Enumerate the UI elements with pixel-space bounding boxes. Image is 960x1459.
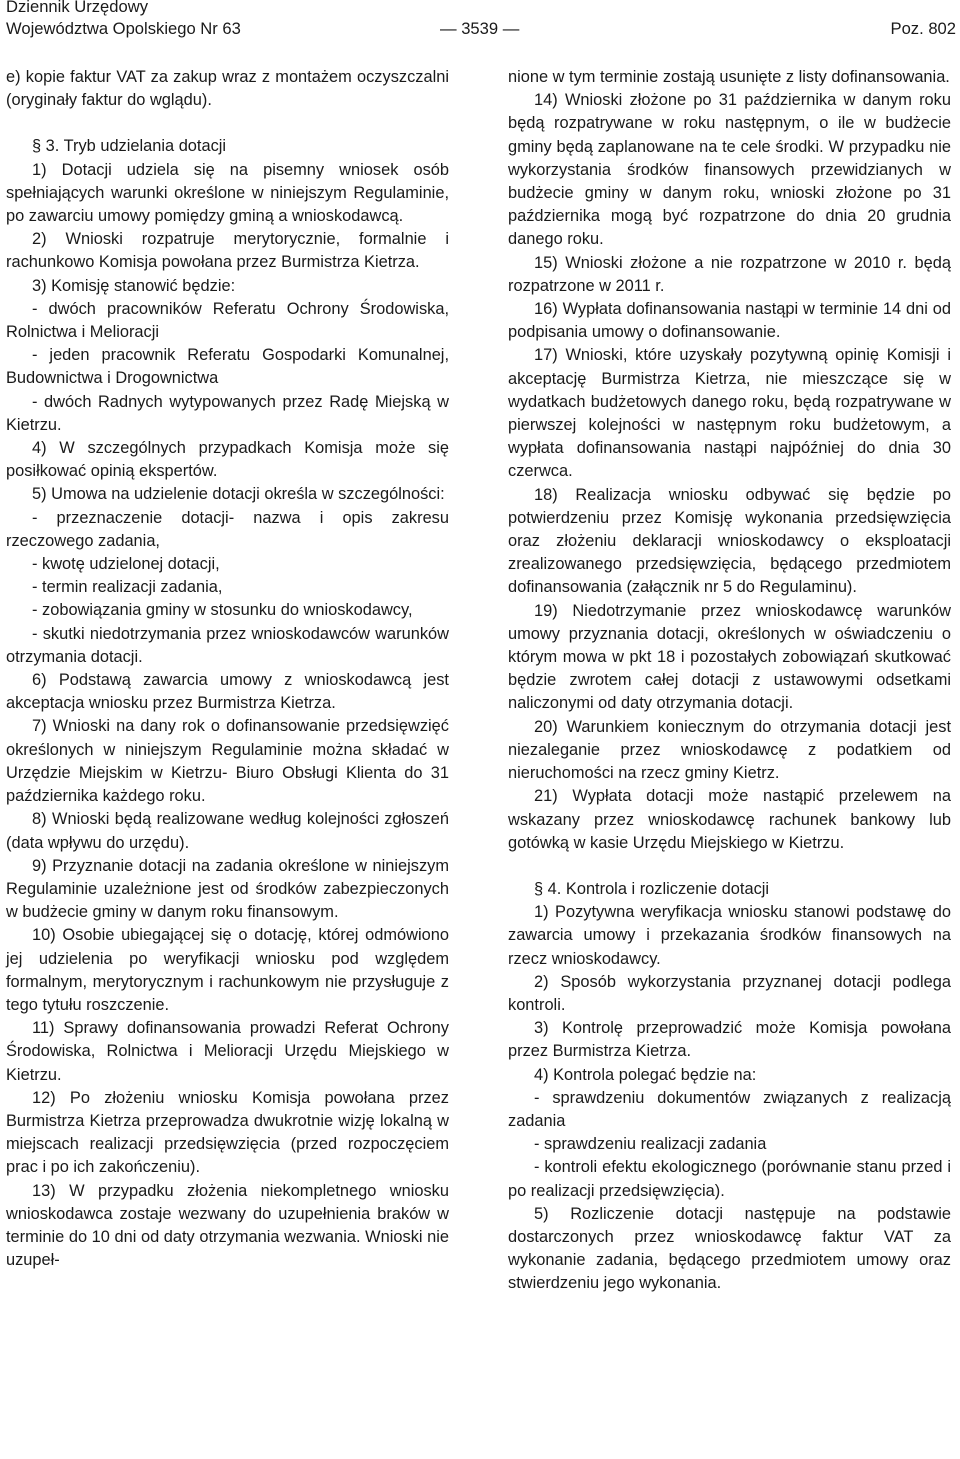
paragraph: 20) Warunkiem koniecznym do otrzymania dotacji jest niezaleganie przez wnioskodawcę z podatkiem od nieruchomości na rzecz gminy Kietrz. bbox=[508, 717, 951, 783]
paragraph: 2) Wnioski rozpatruje merytorycznie, formalnie i rachunkowo Komisja powołana przez Burmistrza Kietrza. bbox=[6, 230, 449, 272]
paragraph: 7) Wnioski na dany rok o dofinansowanie przedsięwzięć określonych w niniejszym Regulaminie można składać w Urzędzie Miejskim w Kietrzu- Biuro Obsługi Klienta do 31 października każdego roku. bbox=[6, 717, 449, 806]
paragraph: 5) Umowa na udzielenie dotacji określa w szczególności: bbox=[32, 485, 445, 504]
voivodeship-issue: Województwa Opolskiego Nr 63 bbox=[6, 19, 241, 38]
paragraph: 14) Wnioski złożone po 31 października w danym roku będą rozpatrywane w roku następnym, o ile w budżecie gminy będą zaplanowane na te cele środki. W przypadku nie wykorzystania środków finansowych przewidzianych w budżecie gminy w danym roku, wnioski złożone po 31 października mogą być rozpatrzone do dnia 20 grudnia danego roku. bbox=[508, 91, 951, 249]
paragraph: 19) Niedotrzymanie przez wnioskodawcę warunków umowy przyznania dotacji, określonych w oświadczeniu o którym mowa w pkt 18 i pozostałych zobowiązań skutkować będzie zwrotem całej dotacji z ustawowymi odsetkami naliczonymi od daty otrzymania dotacji. bbox=[508, 601, 951, 713]
paragraph: 16) Wypłata dofinansowania nastąpi w terminie 14 dni od podpisania umowy o dofinansowanie. bbox=[508, 300, 951, 342]
paragraph: 9) Przyznanie dotacji na zadania określone w niniejszym Regulaminie uzależnione jest od środków zabezpieczonych w budżecie gminy w danym roku finansowym. bbox=[6, 856, 449, 922]
page-header bbox=[6, 0, 956, 44]
paragraph: 15) Wnioski złożone a nie rozpatrzone w 2010 r. będą rozpatrzone w 2011 r. bbox=[508, 253, 951, 295]
page-number: — 3539 — bbox=[440, 19, 520, 38]
paragraph: 3) Kontrolę przeprowadzić może Komisja powołana przez Burmistrza Kietrza. bbox=[508, 1019, 951, 1061]
paragraph: 2) Sposób wykorzystania przyznanej dotacji podlega kontroli. bbox=[508, 972, 951, 1014]
list-item: - sprawdzeniu realizacji zadania bbox=[534, 1135, 767, 1154]
list-item: - dwóch Radnych wytypowanych przez Radę Miejską w Kietrzu. bbox=[6, 392, 449, 434]
list-item: - sprawdzeniu dokumentów związanych z realizacją zadania bbox=[508, 1088, 951, 1130]
section-heading: § 3. Tryb udzielania dotacji bbox=[32, 137, 227, 156]
paragraph: 10) Osobie ubiegającej się o dotację, której odmówiono jej udzielenia po weryfikacji wniosku pod względem formalnym, merytorycznym i rachunkowym nie przysługuje z tego tytułu roszczenie. bbox=[6, 926, 449, 1014]
journal-title: Dziennik Urzędowy bbox=[6, 0, 149, 16]
paragraph: 8) Wnioski będą realizowane według kolejności zgłoszeń (data wpływu do urzędu). bbox=[6, 810, 449, 852]
paragraph: 17) Wnioski, które uzyskały pozytywną opinię Komisji i akceptację Burmistrza Kietrza, nie mieszczące się w wydatkach budżetowych danego roku, będą rozpatrywane w pierwszej kolejności w następnym roku budżetowym, a wypłata dofinansowania nastąpi najpóźniej do dnia 30 czerwca. bbox=[508, 346, 951, 481]
right-column bbox=[508, 66, 951, 1296]
paragraph: 18) Realizacja wniosku odbywać się będzie po potwierdzeniu przez Komisję wykonania przedsięwzięcia oraz złożeniu deklaracji wnioskodawcy o eksploatacji zrealizowanego przedsięwzięcia, będącego przedmiotem dofinansowania (załącznik nr 5 do Regulaminu). bbox=[508, 485, 951, 597]
paragraph: 1) Pozytywna weryfikacja wniosku stanowi podstawę do zawarcia umowy i przekazania środków finansowych na rzecz wnioskodawcy. bbox=[508, 903, 951, 968]
paragraph: 12) Po złożeniu wniosku Komisja powołana przez Burmistrza Kietrza przeprowadza dwukrotnie wizję lokalną w miejscach realizacji przedsięwzięcia (przed rozpoczęciem prac i po ich zakończeniu). bbox=[6, 1088, 449, 1177]
list-item: - skutki niedotrzymania przez wnioskodawców warunków otrzymania dotacji. bbox=[6, 624, 449, 666]
list-item: - zobowiązania gminy w stosunku do wnioskodawcy, bbox=[32, 601, 413, 620]
section-heading: § 4. Kontrola i rozliczenie dotacji bbox=[534, 879, 770, 898]
list-item: - kontroli efektu ekologicznego (porównanie stanu przed i po realizacji przedsięwzięcia). bbox=[508, 1158, 951, 1200]
paragraph: 4) W szczególnych przypadkach Komisja może się posiłkować opinią ekspertów. bbox=[6, 439, 449, 481]
list-item: - przeznaczenie dotacji- nazwa i opis zakresu rzeczowego zadania, bbox=[6, 508, 449, 550]
list-item: - termin realizacji zadania, bbox=[32, 578, 223, 597]
paragraph: 3) Komisję stanowić będzie: bbox=[32, 276, 236, 295]
list-item: - kwotę udzielonej dotacji, bbox=[32, 555, 220, 574]
paragraph: e) kopie faktur VAT za zakup wraz z montażem oczyszczalni (oryginały faktur do wglądu). bbox=[6, 68, 449, 110]
position-number: Poz. 802 bbox=[890, 19, 956, 38]
paragraph: 1) Dotacji udziela się na pisemny wniosek osób spełniających warunki określone w niniejszym Regulaminie, po zawarciu umowy pomiędzy gminą a wnioskodawcą. bbox=[6, 160, 449, 226]
paragraph: 4) Kontrola polegać będzie na: bbox=[534, 1065, 757, 1084]
left-column bbox=[6, 66, 449, 1272]
list-item: - jeden pracownik Referatu Gospodarki Komunalnej, Budownictwa i Drogownictwa bbox=[6, 346, 449, 388]
paragraph: 11) Sprawy dofinansowania prowadzi Referat Ochrony Środowiska, Rolnictwa i Melioracji Urzędu Miejskiego w Kietrzu. bbox=[6, 1019, 449, 1084]
paragraph: 13) W przypadku złożenia niekompletnego wniosku wnioskodawca zostaje wezwany do uzupełnienia braków w terminie do 10 dni od daty otrzymania wezwania. Wnioski nie uzupeł- bbox=[6, 1181, 449, 1270]
list-item: - dwóch pracowników Referatu Ochrony Środowiska, Rolnictwa i Melioracji bbox=[6, 299, 449, 342]
paragraph: 5) Rozliczenie dotacji następuje na podstawie dostarczonych przez wnioskodawcę faktur VAT za wykonanie zadania, będącego przedmiotem umowy oraz stwierdzeniu jego wykonania. bbox=[508, 1204, 951, 1293]
paragraph: 21) Wypłata dotacji może nastąpić przelewem na wskazany przez wnioskodawcę rachunek bankowy lub gotówką w kasie Urzędu Miejskiego w Kietrzu. bbox=[508, 787, 951, 852]
paragraph: 6) Podstawą zawarcia umowy z wnioskodawcą jest akceptacja wniosku przez Burmistrza Kietrza. bbox=[6, 671, 449, 713]
paragraph: nione w tym terminie zostają usunięte z listy dofinansowania. bbox=[508, 68, 950, 86]
